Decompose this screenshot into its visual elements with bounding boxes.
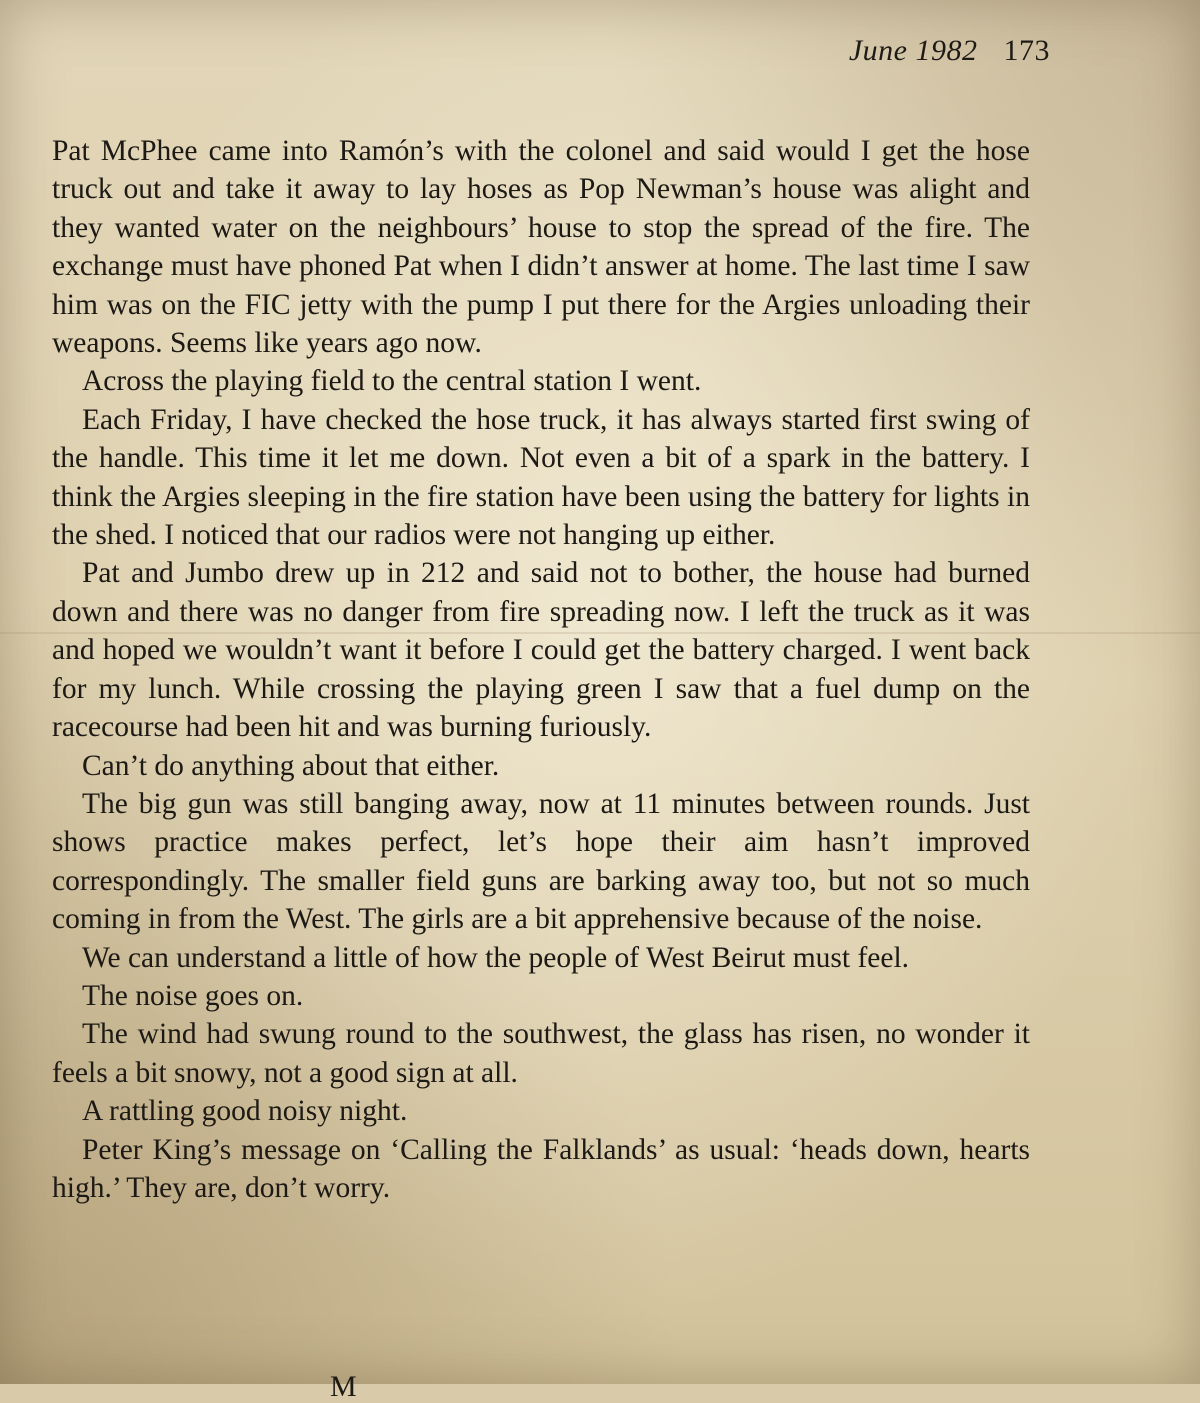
paragraph: The wind had swung round to the southwest, the glass has risen, no wonder it feels a bit snowy, not a good sign at all. xyxy=(52,1018,1030,1089)
paragraph: Across the playing field to the central station I went. xyxy=(82,365,702,398)
body-text xyxy=(52,132,1030,1207)
paragraph: Can’t do anything about that either. xyxy=(82,749,500,782)
paragraph: Peter King’s message on ‘Calling the Falklands’ as usual: ‘heads down, hearts high.’ They are, don’t worry. xyxy=(52,1133,1030,1204)
paragraph: Pat and Jumbo drew up in 212 and said not to bother, the house had burned down and there was no danger from fire spreading now. I left the truck as it was and hoped we wouldn’t want it before I could get the battery charged. I went back for my lunch. While crossing the playing green I saw that a fuel dump on the racecourse had been hit and was burning furiously. xyxy=(52,557,1030,744)
page-header xyxy=(849,34,1050,68)
paragraph: A rattling good noisy night. xyxy=(82,1095,408,1128)
page-number: 173 xyxy=(1003,34,1050,67)
header-month: June 1982 xyxy=(848,34,978,67)
paragraph: The noise goes on. xyxy=(82,979,304,1012)
paragraph: Each Friday, I have checked the hose truck, it has always started first swing of the handle. This time it let me down. Not even a bit of a spark in the battery. I think the Argies sleeping in the fire station have been using the battery for lights in the shed. I noticed that our radios were not hanging up either. xyxy=(52,403,1030,552)
cut-off-next-line: M xyxy=(330,1370,357,1403)
paragraph: We can understand a little of how the people of West Beirut must feel. xyxy=(82,941,910,974)
paragraph: Pat McPhee came into Ramón’s with the colonel and said would I get the hose truck out and take it away to lay hoses as Pop Newman’s house was alight and they wanted water on the neighbours’ house to stop the spread of the fire. The exchange must have phoned Pat when I didn’t answer at home. The last time I saw him was on the FIC jetty with the pump I put there for the Argies unloading their weapons. Seems like years ago now. xyxy=(52,135,1030,360)
paragraph: The big gun was still banging away, now at 11 minutes between rounds. Just shows practice makes perfect, let’s hope their aim hasn’t improved correspondingly. The smaller field guns are barking away too, but not so much coming in from the West. The girls are a bit apprehensive because of the noise. xyxy=(52,787,1030,936)
